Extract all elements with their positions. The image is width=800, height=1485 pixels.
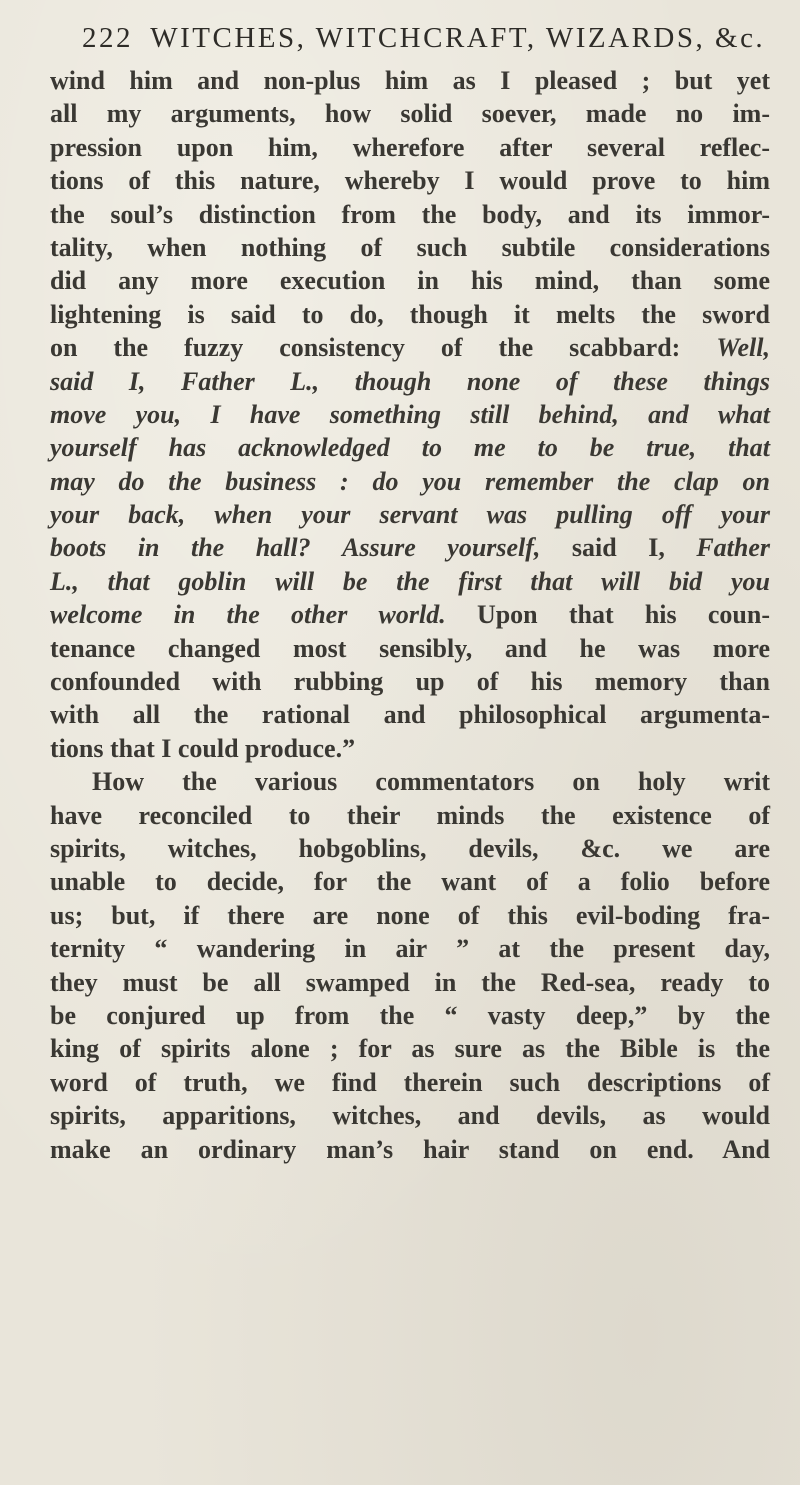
text-line: word of truth, we find therein such descriptions of <box>50 1067 770 1097</box>
text-line <box>50 598 770 631</box>
text-line: be conjured up from the “ vasty deep,” by the <box>50 1000 770 1030</box>
running-header <box>82 18 770 58</box>
text-line: pression upon him, wherefore after several reflec- <box>50 132 770 162</box>
italic-segment: Assure yourself, <box>342 533 541 563</box>
text-line: tality, when nothing of such subtile considerations <box>50 232 770 262</box>
text-line: confounded with rubbing up of his memory than <box>50 667 770 697</box>
text-line: make an ordinary man’s hair stand on end. And <box>50 1134 770 1164</box>
text-line: spirits, apparitions, witches, and devils, as would <box>50 1101 770 1131</box>
text-line: spirits, witches, hobgoblins, devils, &c. we are <box>50 833 770 863</box>
text-line: with all the rational and philosophical argumenta- <box>50 700 770 730</box>
running-title: WITCHES, WITCHCRAFT, WIZARDS, &c. <box>150 22 766 54</box>
italic-segment: boots in the hall? <box>50 533 311 563</box>
body-text <box>50 64 770 1166</box>
text-line: all my arguments, how solid soever, made no im- <box>50 99 770 129</box>
italic-line: yourself has acknowledged to me to be true, that <box>50 433 770 463</box>
italic-line: your back, when your servant was pulling off your <box>50 500 770 530</box>
italic-line: move you, I have something still behind, and what <box>50 399 770 429</box>
italic-line: said I, Father L., though none of these things <box>50 366 770 396</box>
italic-segment: Well, <box>716 333 770 363</box>
page-number: 222 <box>82 22 133 54</box>
text-line: tions that I could produce.” <box>50 733 356 763</box>
text-line <box>50 531 770 564</box>
text-segment: on the fuzzy consistency of the scabbard: <box>50 333 681 363</box>
text-segment: Upon that his coun- <box>476 600 770 630</box>
italic-line: may do the business : do you remember the clap on <box>50 466 770 496</box>
text-segment: said I, <box>571 533 665 563</box>
text-line <box>50 331 770 364</box>
text-line: How the various commentators on holy writ <box>92 767 770 797</box>
text-line: tenance changed most sensibly, and he was more <box>50 633 770 663</box>
italic-line: L., that goblin will be the first that will bid you <box>50 566 770 596</box>
text-line: ternity “ wandering in air ” at the present day, <box>50 934 770 964</box>
text-line: unable to decide, for the want of a folio before <box>50 867 770 897</box>
text-line: have reconciled to their minds the existence of <box>50 800 770 830</box>
text-line: lightening is said to do, though it melts the sword <box>50 299 770 329</box>
text-line: the soul’s distinction from the body, and its immor- <box>50 199 770 229</box>
italic-segment: welcome in the other world. <box>50 600 446 630</box>
text-line: wind him and non-plus him as I pleased ; but yet <box>50 66 770 95</box>
text-line: did any more execution in his mind, than some <box>50 266 770 296</box>
text-line: us; but, if there are none of this evil-boding fra- <box>50 900 770 930</box>
text-line: king of spirits alone ; for as sure as the Bible is the <box>50 1034 770 1064</box>
text-line: tions of this nature, whereby I would prove to him <box>50 166 770 196</box>
text-line: they must be all swamped in the Red-sea, ready to <box>50 967 770 997</box>
italic-segment: Father <box>696 533 770 563</box>
